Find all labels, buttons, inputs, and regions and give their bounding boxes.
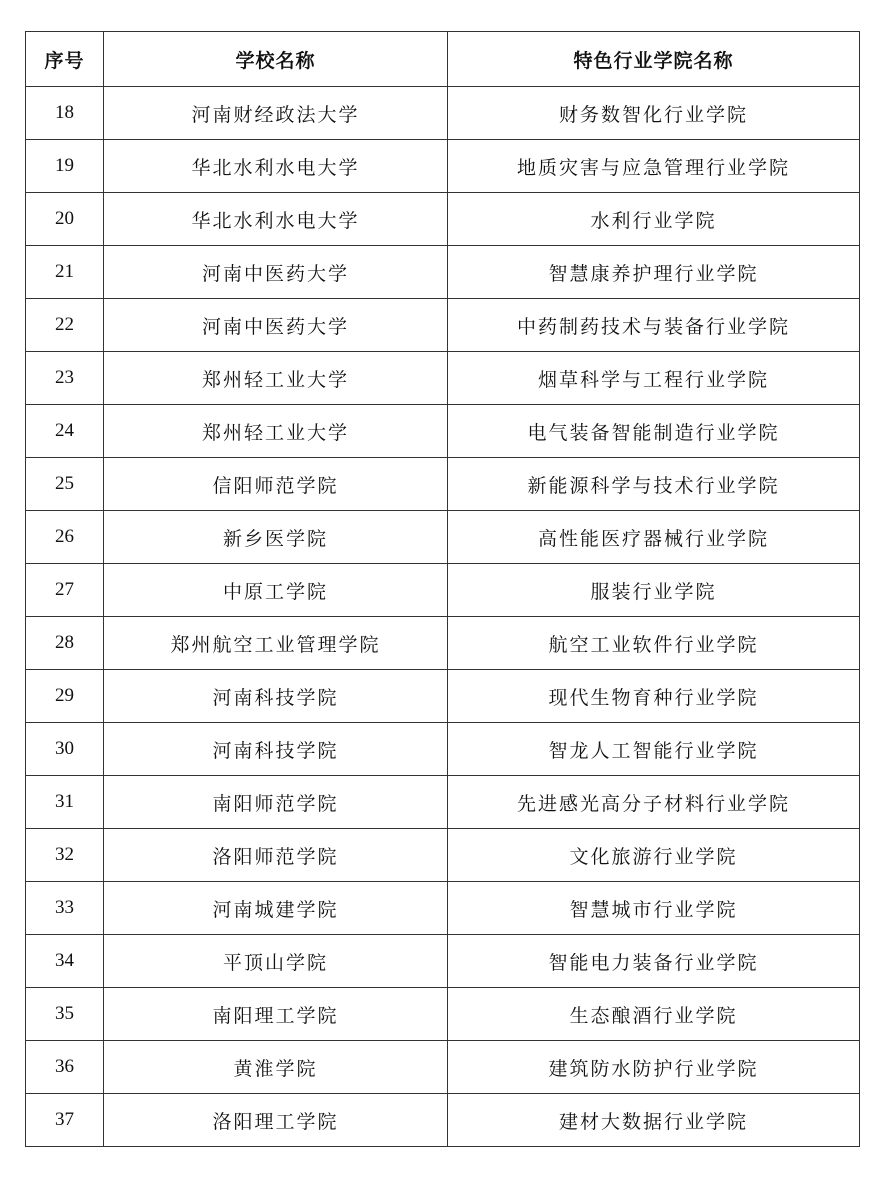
row-college-cell: 中药制药技术与装备行业学院 xyxy=(448,299,860,352)
row-school-cell: 河南科技学院 xyxy=(104,670,448,723)
table-row xyxy=(26,352,860,405)
row-school-cell: 郑州航空工业管理学院 xyxy=(104,617,448,670)
row-college-cell: 先进感光高分子材料行业学院 xyxy=(448,776,860,829)
row-college-cell: 生态酿酒行业学院 xyxy=(448,988,860,1041)
table-row xyxy=(26,935,860,988)
row-school-cell: 信阳师范学院 xyxy=(104,458,448,511)
row-school-cell: 中原工学院 xyxy=(104,564,448,617)
colleges-table xyxy=(25,31,860,1147)
row-index-cell: 28 xyxy=(26,617,104,670)
row-index-cell: 23 xyxy=(26,352,104,405)
row-college-cell: 智能电力装备行业学院 xyxy=(448,935,860,988)
table-row xyxy=(26,1041,860,1094)
row-college-cell: 财务数智化行业学院 xyxy=(448,87,860,140)
row-college-cell: 现代生物育种行业学院 xyxy=(448,670,860,723)
table-row xyxy=(26,882,860,935)
row-school-cell: 河南中医药大学 xyxy=(104,246,448,299)
table-row xyxy=(26,405,860,458)
row-index-cell: 35 xyxy=(26,988,104,1041)
row-college-cell: 电气装备智能制造行业学院 xyxy=(448,405,860,458)
row-school-cell: 郑州轻工业大学 xyxy=(104,405,448,458)
row-school-cell: 洛阳理工学院 xyxy=(104,1094,448,1147)
row-college-cell: 航空工业软件行业学院 xyxy=(448,617,860,670)
row-college-cell: 烟草科学与工程行业学院 xyxy=(448,352,860,405)
row-school-cell: 华北水利水电大学 xyxy=(104,193,448,246)
row-college-cell: 智龙人工智能行业学院 xyxy=(448,723,860,776)
table-row xyxy=(26,988,860,1041)
row-index-cell: 22 xyxy=(26,299,104,352)
row-index-cell: 32 xyxy=(26,829,104,882)
row-school-cell: 郑州轻工业大学 xyxy=(104,352,448,405)
row-index-cell: 21 xyxy=(26,246,104,299)
row-school-cell: 河南城建学院 xyxy=(104,882,448,935)
row-school-cell: 南阳师范学院 xyxy=(104,776,448,829)
table-row xyxy=(26,829,860,882)
row-school-cell: 河南财经政法大学 xyxy=(104,87,448,140)
row-college-cell: 服装行业学院 xyxy=(448,564,860,617)
table-row xyxy=(26,87,860,140)
table-body xyxy=(26,87,860,1147)
header-college: 特色行业学院名称 xyxy=(448,32,860,87)
table-header xyxy=(26,32,860,87)
row-school-cell: 南阳理工学院 xyxy=(104,988,448,1041)
row-index-cell: 26 xyxy=(26,511,104,564)
row-school-cell: 新乡医学院 xyxy=(104,511,448,564)
table-row xyxy=(26,299,860,352)
table-row xyxy=(26,564,860,617)
header-index: 序号 xyxy=(26,32,104,87)
header-row xyxy=(26,32,860,87)
table-row xyxy=(26,670,860,723)
table-row xyxy=(26,458,860,511)
row-school-cell: 洛阳师范学院 xyxy=(104,829,448,882)
row-college-cell: 高性能医疗器械行业学院 xyxy=(448,511,860,564)
row-index-cell: 19 xyxy=(26,140,104,193)
table-row xyxy=(26,1094,860,1147)
row-college-cell: 建材大数据行业学院 xyxy=(448,1094,860,1147)
row-index-cell: 33 xyxy=(26,882,104,935)
row-college-cell: 水利行业学院 xyxy=(448,193,860,246)
row-college-cell: 智慧城市行业学院 xyxy=(448,882,860,935)
row-index-cell: 37 xyxy=(26,1094,104,1147)
row-index-cell: 34 xyxy=(26,935,104,988)
header-school: 学校名称 xyxy=(104,32,448,87)
row-school-cell: 河南中医药大学 xyxy=(104,299,448,352)
row-index-cell: 25 xyxy=(26,458,104,511)
row-college-cell: 文化旅游行业学院 xyxy=(448,829,860,882)
row-college-cell: 地质灾害与应急管理行业学院 xyxy=(448,140,860,193)
row-college-cell: 智慧康养护理行业学院 xyxy=(448,246,860,299)
row-index-cell: 29 xyxy=(26,670,104,723)
table-row xyxy=(26,140,860,193)
row-index-cell: 18 xyxy=(26,87,104,140)
row-index-cell: 24 xyxy=(26,405,104,458)
table-row xyxy=(26,776,860,829)
row-college-cell: 新能源科学与技术行业学院 xyxy=(448,458,860,511)
table-row xyxy=(26,246,860,299)
row-college-cell: 建筑防水防护行业学院 xyxy=(448,1041,860,1094)
row-school-cell: 华北水利水电大学 xyxy=(104,140,448,193)
row-index-cell: 30 xyxy=(26,723,104,776)
table-row xyxy=(26,193,860,246)
row-school-cell: 河南科技学院 xyxy=(104,723,448,776)
row-school-cell: 平顶山学院 xyxy=(104,935,448,988)
row-index-cell: 27 xyxy=(26,564,104,617)
row-index-cell: 36 xyxy=(26,1041,104,1094)
table-row xyxy=(26,723,860,776)
row-school-cell: 黄淮学院 xyxy=(104,1041,448,1094)
table-row xyxy=(26,511,860,564)
row-index-cell: 31 xyxy=(26,776,104,829)
row-index-cell: 20 xyxy=(26,193,104,246)
table-row xyxy=(26,617,860,670)
